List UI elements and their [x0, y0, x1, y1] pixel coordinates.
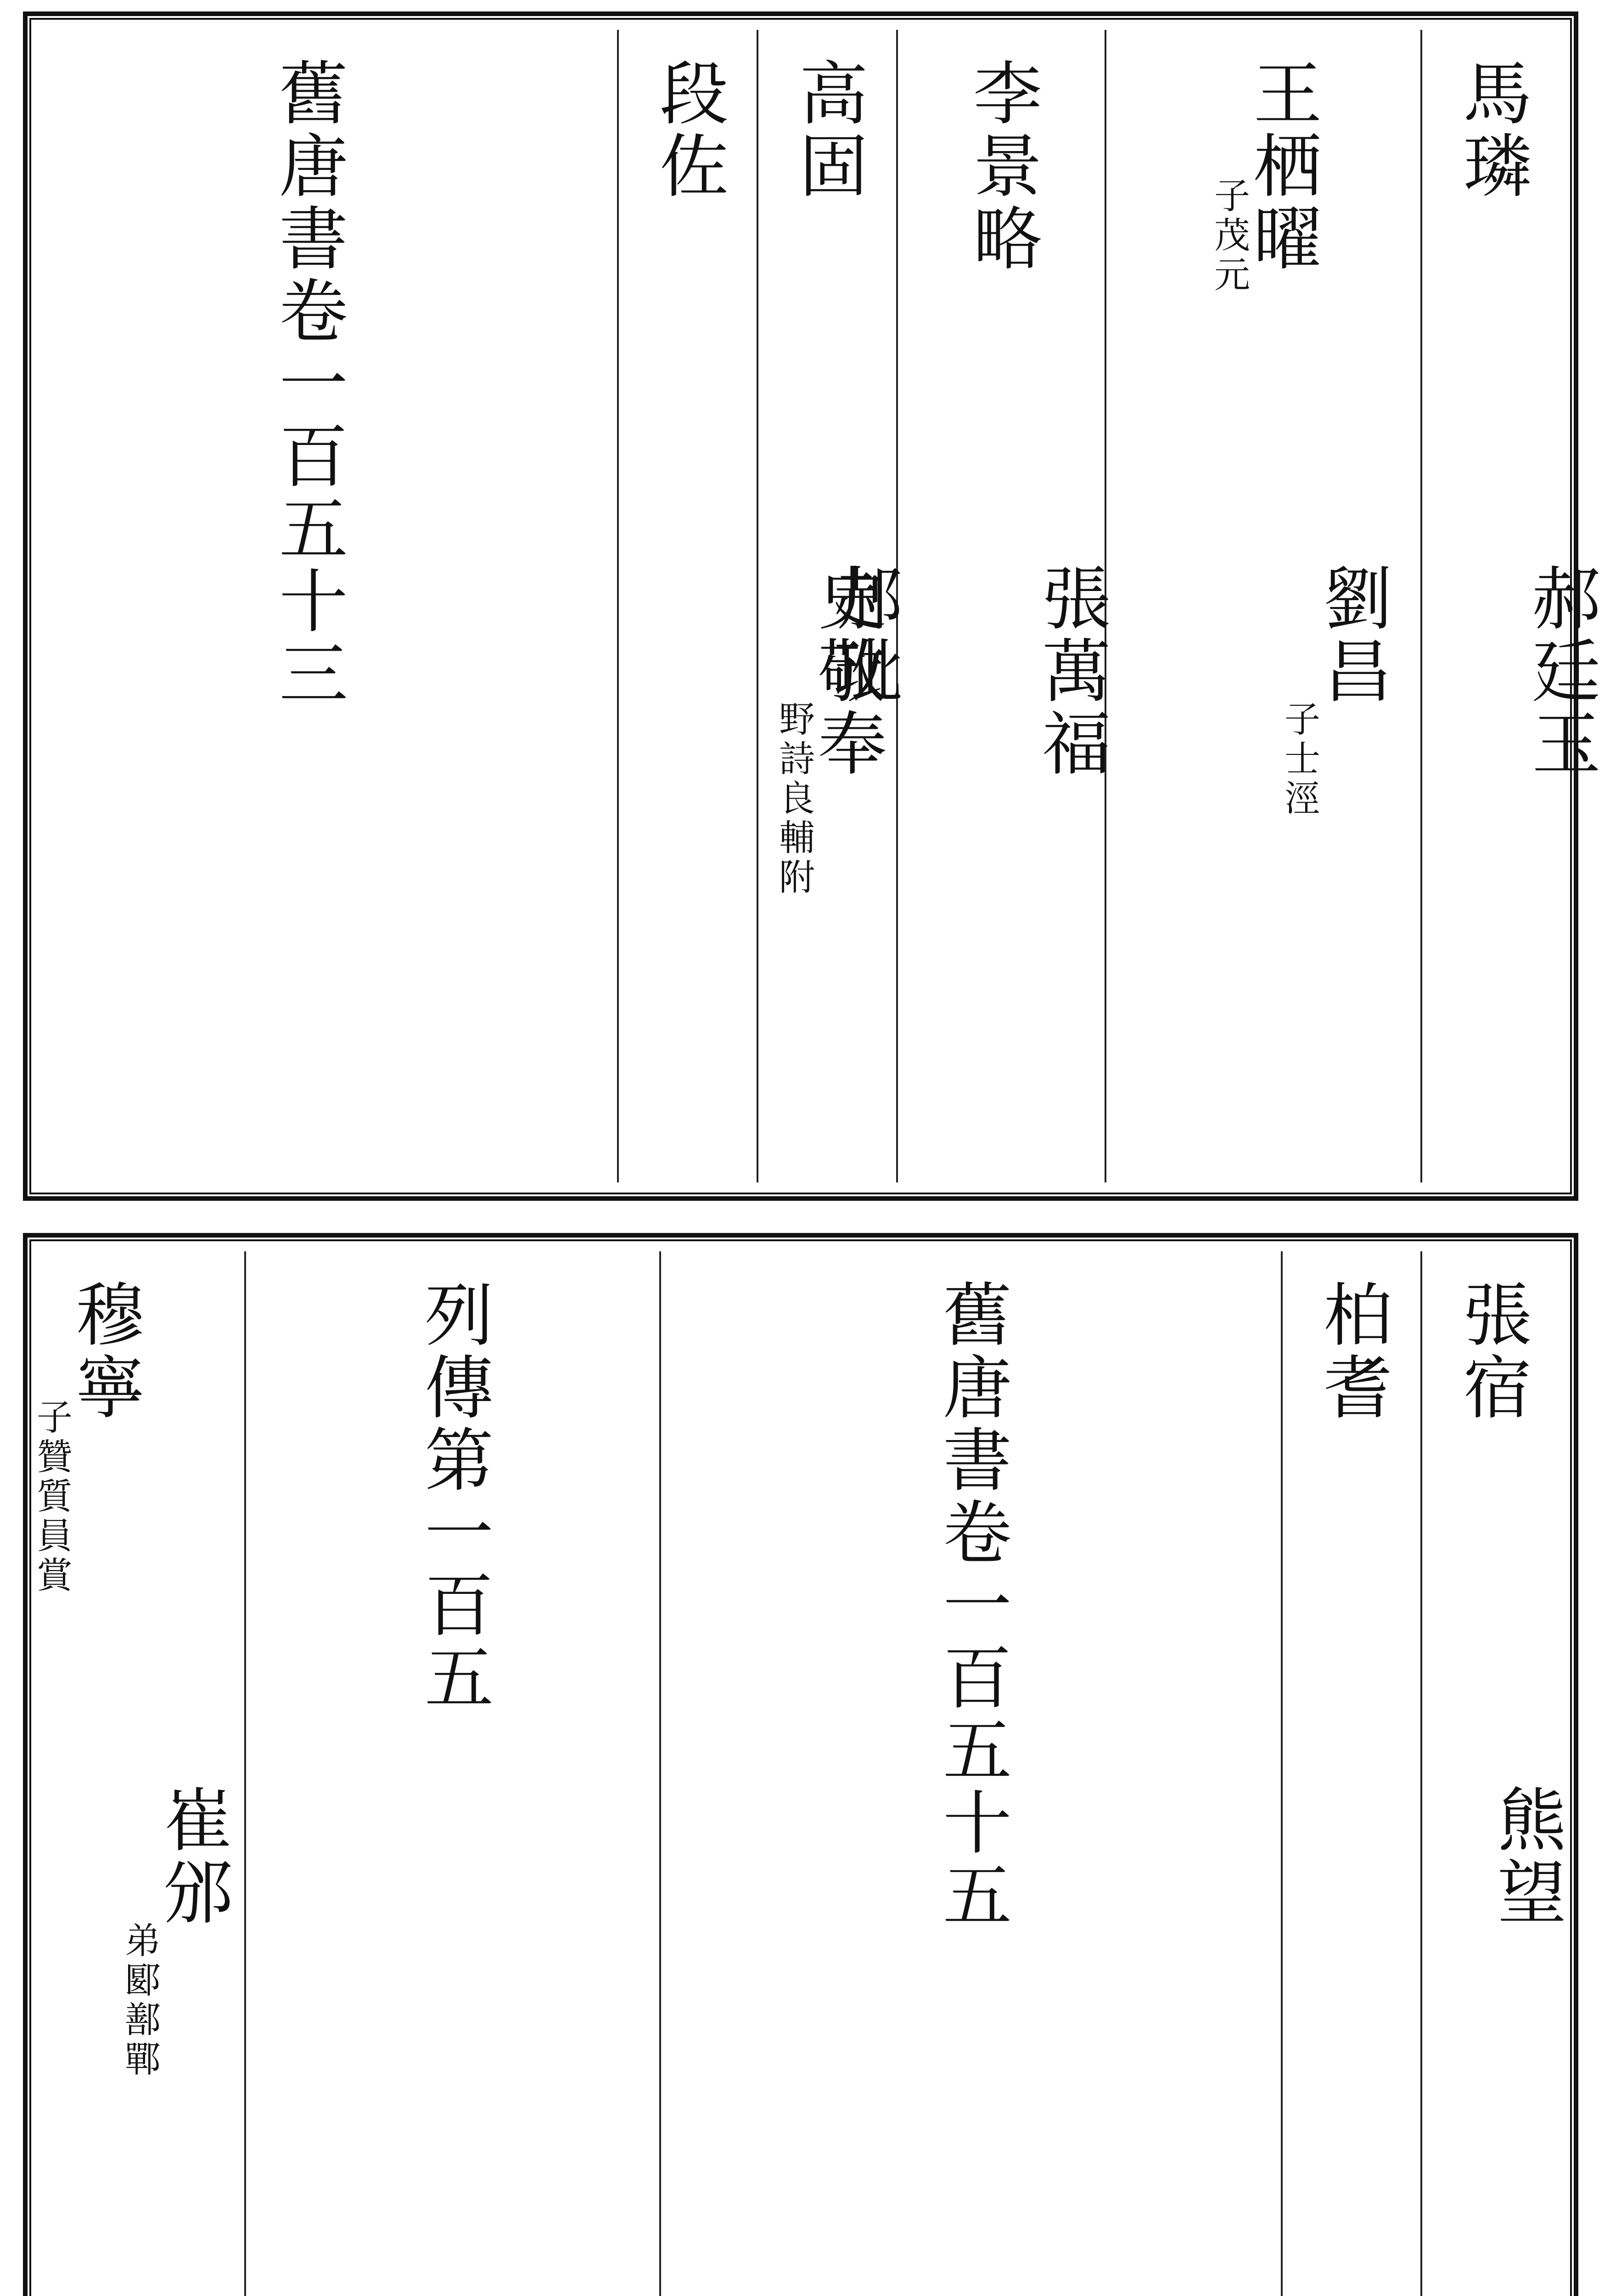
entry: [1451, 57, 1531, 203]
entry: [931, 1279, 1011, 1932]
top-column-0: [1420, 30, 1600, 1182]
entry: [787, 57, 867, 203]
entry: [648, 57, 728, 203]
entry: [413, 1279, 493, 1714]
second-entry-annotation: 野詩良輔附: [773, 700, 814, 898]
second-entry-name: 郝廷玉: [1520, 563, 1600, 780]
second-entry: [898, 563, 1110, 780]
second-entry-name: 劉昌: [1312, 563, 1391, 708]
entry-name: 李景略: [961, 57, 1041, 275]
entry: [31, 1279, 144, 1596]
entry-name: 舊唐書卷一百五十三: [267, 57, 347, 710]
second-entry-name: 史敬奉: [806, 563, 886, 780]
entry-name: 穆寧: [64, 1279, 144, 1424]
top-column-2: [896, 30, 1110, 1182]
entry-name: 馬璘: [1451, 57, 1531, 203]
second-entry: [0, 1784, 232, 2080]
bottom-columns: [31, 1251, 1565, 2296]
entry: [961, 57, 1041, 275]
entry: [267, 57, 347, 710]
second-entry: [1422, 1784, 1565, 1929]
entry-name: 舊唐書卷一百五十五: [931, 1279, 1011, 1932]
second-entry-name: 熊望: [1486, 1784, 1565, 1929]
bottom-column-3: [244, 1251, 659, 2296]
entry-name: 張宿: [1451, 1279, 1531, 1424]
bottom-column-0: [1420, 1251, 1565, 2296]
bottom-column-2: [659, 1251, 1281, 2296]
second-entry-annotation: 弟郾鄯鄲: [119, 1922, 160, 2080]
bottom-column-1: [1281, 1251, 1420, 2296]
entry-name: 柏耆: [1312, 1279, 1391, 1424]
entry: [1451, 1279, 1531, 1424]
second-entry-name: 張萬福: [1030, 563, 1110, 780]
entry: [1312, 1279, 1391, 1424]
entry-annotation: 子茂元: [1208, 177, 1250, 295]
entry-name: 列傳第一百五: [413, 1279, 493, 1714]
top-columns: [41, 30, 1600, 1182]
top-column-5: [0, 30, 617, 1182]
second-entry-name: 郝玼: [822, 563, 902, 708]
entry-name: 高固: [787, 57, 867, 203]
bottom-page-frame: [23, 1233, 1578, 2296]
bottom-column-4: [0, 1251, 244, 2296]
second-entry-annotation: 子士涇: [1279, 700, 1320, 819]
second-entry-name: 崔邠: [152, 1784, 232, 1929]
entry-name: 段佐: [648, 57, 728, 203]
entry-name: 王栖曜: [1241, 57, 1321, 275]
entry-annotation: 子贊質員賞: [31, 1398, 72, 1596]
top-column-1: [1105, 30, 1420, 1182]
top-page-frame: [23, 11, 1600, 1201]
second-entry: [1141, 563, 1391, 819]
entry: [1208, 57, 1321, 295]
